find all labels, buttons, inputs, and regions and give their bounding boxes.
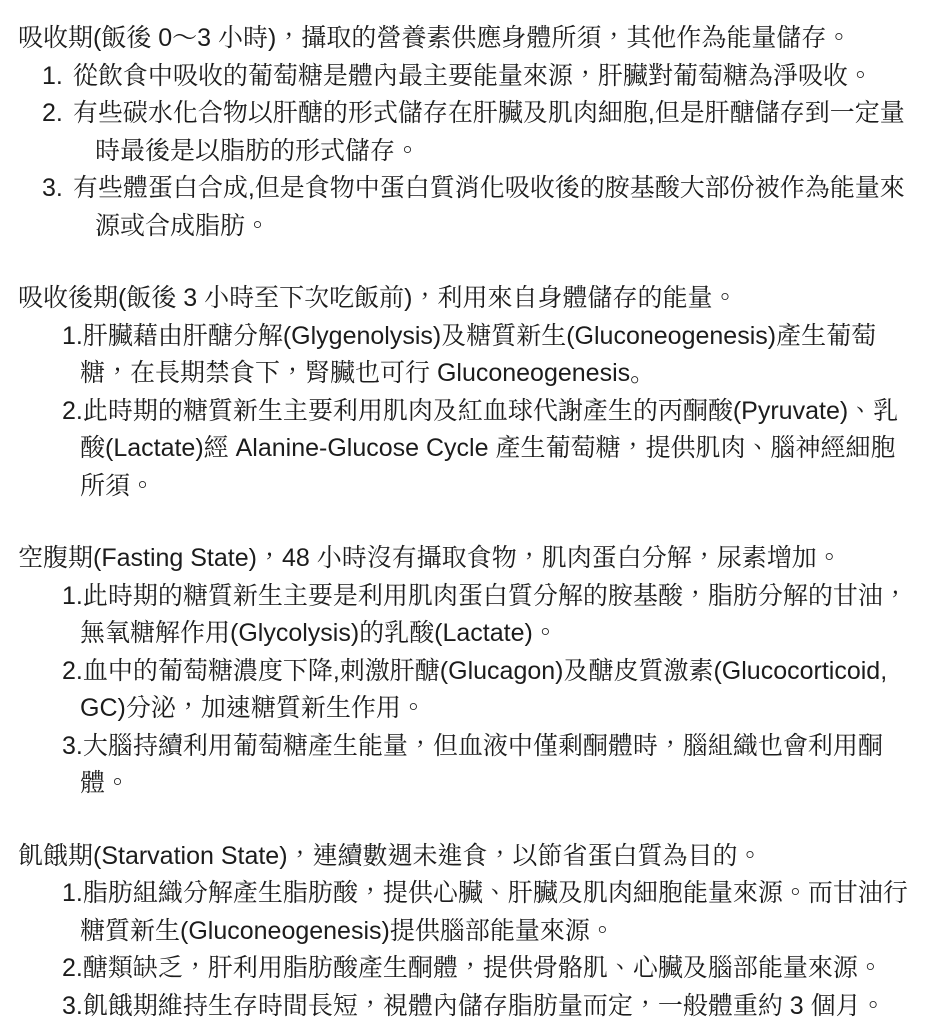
list-item-text: 血中的葡萄糖濃度下降,刺激肝醣(Glucagon)及醣皮質激素(Glucocorticoid, GC)分泌，加速糖質新生作用。	[80, 656, 888, 722]
list-item	[18, 578, 917, 653]
list-item	[18, 393, 917, 506]
list-item-text: 飢餓期維持生存時間長短，視體內儲存脂肪量而定，一般體重約 3 個月。	[82, 991, 886, 1020]
list-item-number: 2.	[62, 954, 83, 982]
list-item-text: 有些碳水化合物以肝醣的形式儲存在肝臟及肌肉細胞,但是肝醣儲存到一定量時最後是以脂肪的形式儲存。	[72, 99, 905, 165]
list-item-text: 脂肪組織分解產生脂肪酸，提供心臟、肝臟及肌肉細胞能量來源。而甘油行糖質新生(Gluconeogenesis)提供腦部能量來源。	[80, 879, 908, 945]
list-item-number: 2.	[62, 656, 83, 685]
section-absorptive-state	[18, 20, 917, 245]
list-item-text: 從飲食中吸收的葡萄糖是體內最主要能量來源，肝臟對葡萄糖為淨吸收。	[72, 61, 873, 90]
list-item-text: 肝臟藉由肝醣分解(Glygenolysis)及糖質新生(Gluconeogenesis)產生葡萄糖，在長期禁食下，腎臟也可行 Gluconeogenesis。	[80, 321, 877, 387]
list-item-number: 1.	[62, 321, 83, 350]
list-item	[18, 95, 917, 170]
section-starvation-state	[18, 838, 917, 1024]
list-item-text: 此時期的糖質新生主要是利用肌肉蛋白質分解的胺基酸，脂肪分解的甘油，無氧糖解作用(Glycolysis)的乳酸(Lactate)。	[80, 581, 908, 647]
list-item	[18, 170, 917, 245]
list-item-text: 醣類缺乏，肝利用脂肪酸產生酮體，提供骨骼肌、心臟及腦部能量來源。	[82, 954, 883, 982]
list-item-number: 1.	[42, 61, 63, 90]
section-heading: 飢餓期(Starvation State)，連續數週未進食，以節省蛋白質為目的。	[18, 841, 763, 870]
list-item-number: 1.	[62, 581, 83, 610]
list-item	[18, 58, 917, 96]
section-heading: 吸收期(飯後 0〜3 小時)，攝取的營養素供應身體所須，其他作為能量儲存。	[18, 24, 852, 52]
list-item-text: 此時期的糖質新生主要利用肌肉及紅血球代謝產生的丙酮酸(Pyruvate)、乳酸(Lactate)經 Alanine-Glucose Cycle 產生葡萄糖，提供肌肉、腦神經細胞所須。	[80, 396, 899, 500]
list-item-number: 3.	[42, 174, 63, 202]
numbered-list	[18, 318, 917, 506]
list-item-text: 大腦持續利用葡萄糖產生能量，但血液中僅剩酮體時，腦組織也會利用酮體。	[80, 731, 883, 797]
numbered-list	[18, 58, 917, 246]
numbered-list	[18, 875, 917, 1024]
list-item	[18, 988, 917, 1024]
list-item-number: 2.	[42, 99, 63, 127]
numbered-list	[18, 578, 917, 803]
section-postabsorptive-state	[18, 280, 917, 505]
section-fasting-state	[18, 540, 917, 803]
list-item-number: 1.	[62, 879, 83, 907]
list-item-number: 3.	[62, 731, 83, 760]
list-item	[18, 950, 917, 988]
list-item	[18, 728, 917, 803]
list-item-number: 2.	[62, 396, 83, 425]
list-item	[18, 653, 917, 728]
list-item-number: 3.	[62, 991, 83, 1020]
list-item	[18, 318, 917, 393]
section-heading: 空腹期(Fasting State)，48 小時沒有攝取食物，肌肉蛋白分解，尿素增加。	[18, 544, 842, 572]
section-heading: 吸收後期(飯後 3 小時至下次吃飯前)，利用來自身體儲存的能量。	[18, 284, 738, 312]
list-item-text: 有些體蛋白合成,但是食物中蛋白質消化吸收後的胺基酸大部份被作為能量來源或合成脂肪。	[72, 174, 905, 240]
list-item	[18, 875, 917, 950]
